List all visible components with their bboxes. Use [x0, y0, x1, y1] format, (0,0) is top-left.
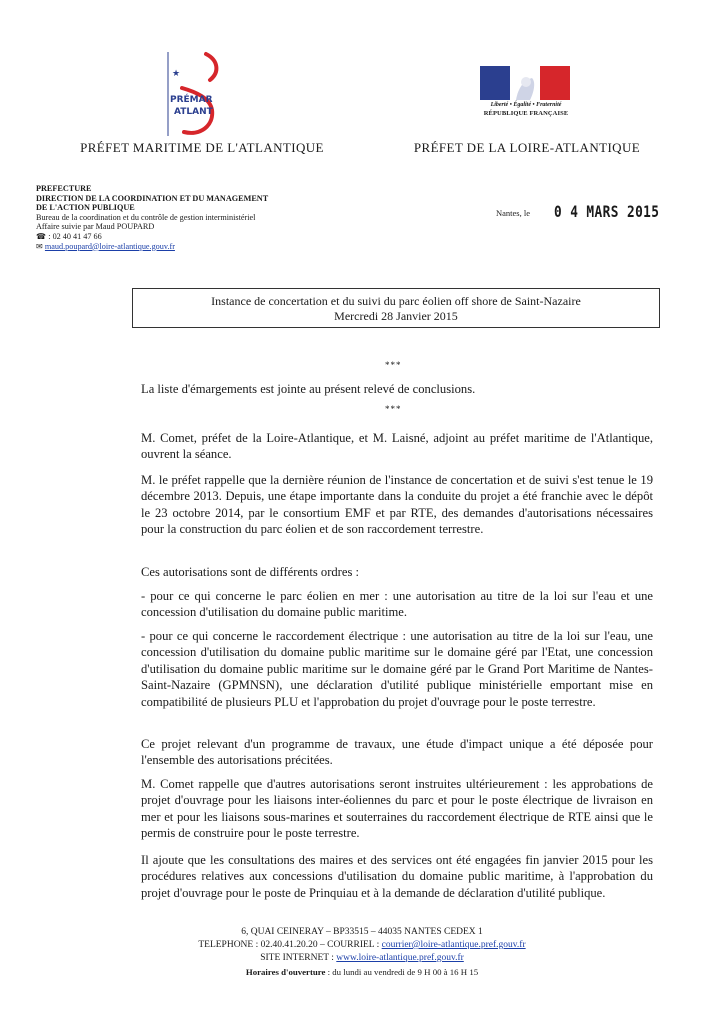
svg-text:★: ★ [172, 69, 181, 79]
paragraph-4: - pour ce qui concerne le parc éolien en mer : une autorisation au titre de la loi sur l'eau et une concession d'utilisation du domaine public maritime. [141, 589, 653, 620]
paragraph-2: M. le préfet rappelle que la dernière réunion de l'instance de concertation et de suivi s'est tenue le 19 décembre 2013. Depuis, une étape importante dans la conduite du projet a été franchie avec le dépôt le 23 octobre 2014, par le consortium EMF et par RTE, des demandes d'autorisations nécessaires pour la construction du parc éolien et de son raccordement terrestre. [141, 473, 653, 537]
footer-hours [100, 966, 624, 979]
separator-2: *** [385, 404, 402, 414]
authority-left: PRÉFET MARITIME DE L'ATLANTIQUE [80, 140, 324, 155]
authority-right: PRÉFET DE LA LOIRE-ATLANTIQUE [413, 140, 641, 155]
footer-address: 6, QUAI CEINERAY – BP33515 – 44035 NANTES CEDEX 1 [241, 927, 483, 937]
pref-line-1: PREFECTURE [36, 184, 92, 193]
pref-email-link[interactable]: maud.poupard@loire-atlantique.gouv.fr [44, 241, 175, 251]
republique-caption: RÉPUBLIQUE FRANÇAISE [483, 110, 569, 117]
pref-line-4: Bureau de la coordination et du contrôle de gestion interministériel [36, 212, 256, 222]
pref-line-2: DIRECTION DE LA COORDINATION ET DU MANAGEMENT [36, 193, 269, 203]
meeting-title-box [132, 288, 660, 328]
premar-logo-text-1: PRÉMAR [170, 95, 213, 105]
separator-1: *** [385, 360, 402, 370]
paragraph-5: - pour ce qui concerne le raccordement électrique : une autorisation au titre de la loi sur l'eau, une concession d'utilisation du domaine public maritime sur le domaine géré par l'Etat, une concession d'utilisation du domaine public maritime sur le domaine géré par le Grand Port Maritime de Nantes-Saint-Nazaire (GPMNSN), une déclaration d'utilité publique ministérielle emportant mise en compatibilité de plusieurs PLU et l'approbation du projet d'ouvrage pour le poste terrestre. [141, 629, 653, 709]
prefecture-block [36, 184, 336, 251]
footer-site-label: SITE INTERNET : [260, 953, 337, 963]
pref-line-3: DE L'ACTION PUBLIQUE [36, 203, 135, 213]
premar-logo [160, 50, 234, 142]
footer-email-link[interactable]: courrier@loire-atlantique.pref.gouv.fr [381, 940, 526, 950]
footer-contact [100, 939, 624, 952]
pref-line-5: Affaire suivie par Maud POUPARD [36, 222, 155, 232]
paragraph-attendance: La liste d'émargements est jointe au présent relevé de conclusions. [141, 382, 476, 396]
footer-hours-text: : du lundi au vendredi de 9 H 00 à 16 H 15 [325, 967, 479, 977]
date-place: Nantes, le [496, 208, 530, 218]
paragraph-3: Ces autorisations sont de différents ordres : [141, 565, 360, 579]
paragraph-6: Ce projet relevant d'un programme de travaux, une étude d'impact unique a été déposée pour l'ensemble des autorisations précitées. [141, 737, 653, 768]
date-stamp: 0 4 MARS 2015 [554, 202, 660, 221]
mail-icon: ✉ [36, 241, 43, 251]
paragraph-8: Il ajoute que les consultations des maires et des services ont été engagées fin janvier 2015 pour les procédures relatives aux concessions d'utilisation du domaine public maritime, à l'approbation du projet d'ouvrage pour le poste de Prinquiau et à la demande de déclaration d'utilité publique. [141, 853, 653, 900]
meeting-title: Instance de concertation et du suivi du parc éolien off shore de Saint-Nazaire [211, 294, 581, 308]
footer-site [100, 952, 624, 965]
paragraph-1: M. Comet, préfet de la Loire-Atlantique, et M. Laisné, adjoint au préfet maritime de l'Atlantique, ouvrent la séance. [141, 431, 653, 462]
premar-logo-text-2: ATLANT [174, 107, 213, 117]
meeting-date: Mercredi 28 Janvier 2015 [334, 309, 458, 323]
republique-motto: Liberté • Égalité • Fraternité [490, 102, 562, 108]
footer-phone: TELEPHONE : 02.40.41.20.20 – COURRIEL : [198, 940, 382, 950]
paragraph-7: M. Comet rappelle que d'autres autorisations seront instruites ultérieurement : les approbations de projet d'ouvrage pour les liaisons inter-éoliennes du parc et pour le poste électrique de livraison en mer et pour les liaisons sous-marines et souterraines du raccordement électrique de RTE ainsi que le permis de construire pour le poste terrestre. [141, 777, 653, 841]
footer-hours-label: Horaires d'ouverture [245, 967, 326, 977]
footer-site-link[interactable]: www.loire-atlantique.pref.gouv.fr [336, 953, 464, 963]
pref-phone: ☎ : 02 40 41 47 66 [36, 231, 102, 241]
